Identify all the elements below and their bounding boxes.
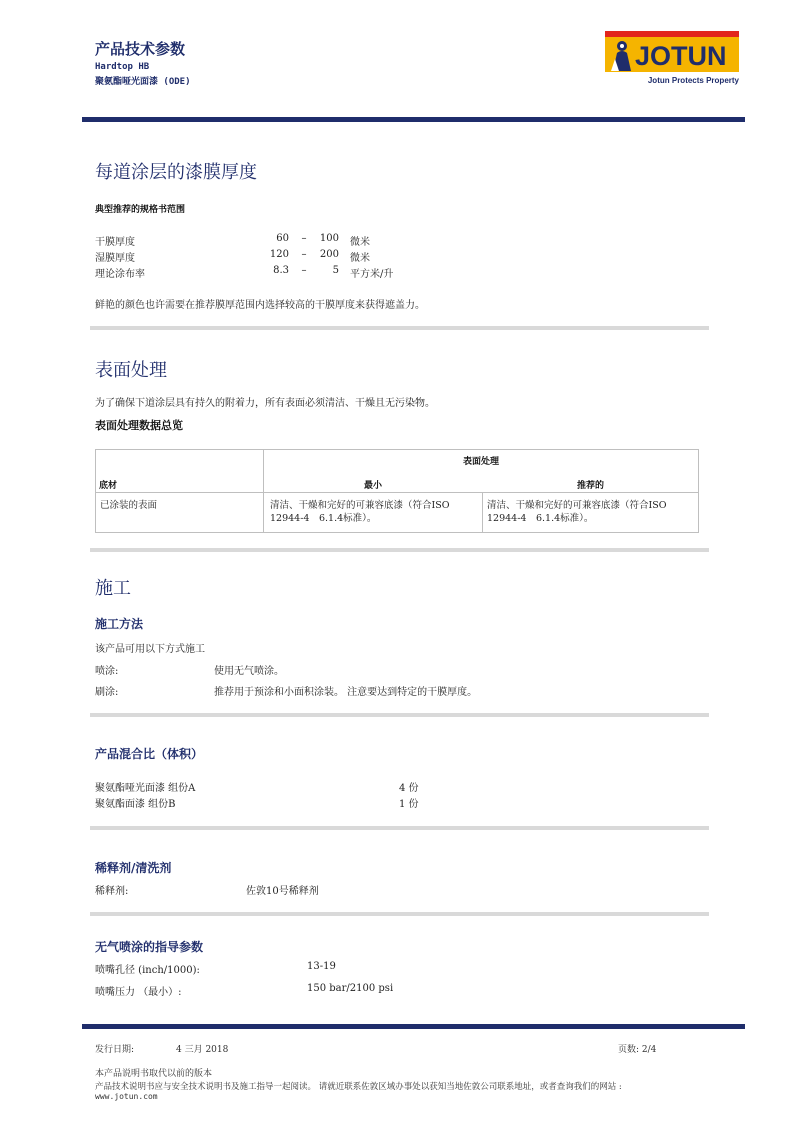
cell-line: 12944-4 6.1.4标准）。 bbox=[270, 513, 377, 524]
document-title: 产品技术参数 bbox=[95, 40, 186, 58]
logo-tagline: Jotun Protects Property bbox=[647, 76, 739, 85]
row-unit: 微米 bbox=[350, 253, 370, 264]
row-min: 60 bbox=[276, 233, 289, 244]
product-description: 聚氨酯哑光面漆 (ODE) bbox=[95, 77, 191, 87]
issue-date: 4 三月 2018 bbox=[176, 1045, 229, 1055]
mix-label: 聚氨酯哑光面漆 组份A bbox=[95, 783, 196, 794]
method-label: 喷涂: bbox=[95, 666, 119, 677]
film-thickness-note: 鲜艳的颜色也许需要在推荐膜厚范围内选择较高的干膜厚度来获得遮盖力。 bbox=[95, 300, 425, 311]
section-divider bbox=[90, 548, 709, 552]
thinner-heading: 稀释剂/清洗剂 bbox=[95, 861, 172, 875]
footer-website-link[interactable]: www.jotun.com bbox=[95, 1092, 158, 1101]
thinner-value: 佐敦10号稀释剂 bbox=[246, 886, 319, 897]
row-dash: – bbox=[301, 233, 307, 244]
mix-value: 4 份 bbox=[399, 783, 419, 794]
page-number: 页数: 2/4 bbox=[618, 1045, 657, 1055]
surface-intro: 为了确保下道涂层具有持久的附着力，所有表面必须清洁、干燥且无污染物。 bbox=[95, 398, 435, 409]
issue-date-label: 发行日期: bbox=[95, 1045, 135, 1055]
header-divider bbox=[82, 117, 745, 122]
section-divider bbox=[90, 713, 709, 717]
mix-value: 1 份 bbox=[399, 799, 419, 810]
cell-line: 12944-4 6.1.4标准）。 bbox=[487, 513, 594, 524]
jotun-logo bbox=[605, 31, 739, 72]
table-cell-recommended bbox=[487, 499, 697, 525]
method-value: 推荐用于预涂和小面积涂装。 注意要达到特定的干膜厚度。 bbox=[214, 687, 478, 698]
method-value: 使用无气喷涂。 bbox=[214, 666, 284, 677]
cell-line: 清洁、干燥和完好的可兼容底漆（符合ISO bbox=[270, 500, 450, 511]
row-unit: 平方米/升 bbox=[350, 269, 394, 280]
footer-disclaimer: 产品技术说明书应与安全技术说明书及施工指导一起阅读。 请就近联系佐敦区域办事处以获知当地佐敦公司联系地址，或者查询我们的网站 : bbox=[95, 1082, 622, 1092]
film-thickness-subheading: 典型推荐的规格书范围 bbox=[95, 205, 186, 215]
row-max: 100 bbox=[319, 233, 339, 244]
cell-line: 清洁、干燥和完好的可兼容底漆（符合ISO bbox=[487, 500, 667, 511]
col-divider bbox=[482, 492, 483, 532]
section-divider bbox=[90, 826, 709, 830]
application-heading: 施工 bbox=[95, 578, 131, 599]
method-label: 刷涂: bbox=[95, 687, 119, 698]
row-min: 120 bbox=[269, 249, 289, 260]
airless-value: 13-19 bbox=[307, 961, 336, 972]
row-min: 8.3 bbox=[273, 265, 289, 276]
section-divider bbox=[90, 912, 709, 916]
logo-wordmark: JOTUN bbox=[635, 41, 727, 71]
surface-table bbox=[95, 449, 699, 533]
airless-label: 喷嘴压力 （最小）: bbox=[95, 987, 182, 998]
table-header-minimum: 最小 bbox=[363, 481, 382, 491]
table-group-header: 表面处理 bbox=[462, 457, 499, 467]
table-cell-substrate: 已涂装的表面 bbox=[100, 500, 158, 511]
row-label: 湿膜厚度 bbox=[95, 253, 135, 264]
footer-supersede-note: 本产品说明书取代以前的版本 bbox=[95, 1069, 213, 1079]
row-label: 干膜厚度 bbox=[95, 237, 135, 248]
airless-value: 150 bar/2100 psi bbox=[307, 983, 394, 994]
row-max: 5 bbox=[332, 265, 339, 276]
film-thickness-heading: 每道涂层的漆膜厚度 bbox=[95, 162, 257, 183]
product-name: Hardtop HB bbox=[95, 62, 150, 72]
row-unit: 微米 bbox=[350, 237, 370, 248]
surface-heading: 表面处理 bbox=[95, 360, 167, 381]
application-methods-heading: 施工方法 bbox=[95, 617, 144, 631]
row-dash: – bbox=[301, 265, 307, 276]
row-label: 理论涂布率 bbox=[95, 269, 145, 280]
mixing-heading: 产品混合比（体积） bbox=[95, 747, 204, 761]
row-dash: – bbox=[301, 249, 307, 260]
application-methods-intro: 该产品可用以下方式施工 bbox=[95, 644, 205, 655]
row-max: 200 bbox=[319, 249, 339, 260]
thinner-label: 稀释剂: bbox=[95, 886, 129, 897]
airless-label: 喷嘴孔径 (inch/1000): bbox=[95, 965, 200, 976]
section-divider bbox=[90, 326, 709, 330]
table-header-substrate: 底材 bbox=[99, 481, 118, 491]
airless-heading: 无气喷涂的指导参数 bbox=[95, 940, 204, 954]
footer-divider bbox=[82, 1024, 745, 1029]
table-header-recommended: 推荐的 bbox=[576, 481, 604, 491]
table-cell-minimum bbox=[270, 499, 480, 525]
mix-label: 聚氨酯面漆 组份B bbox=[95, 799, 176, 810]
surface-summary-heading: 表面处理数据总览 bbox=[95, 419, 183, 432]
row-divider bbox=[96, 492, 698, 493]
